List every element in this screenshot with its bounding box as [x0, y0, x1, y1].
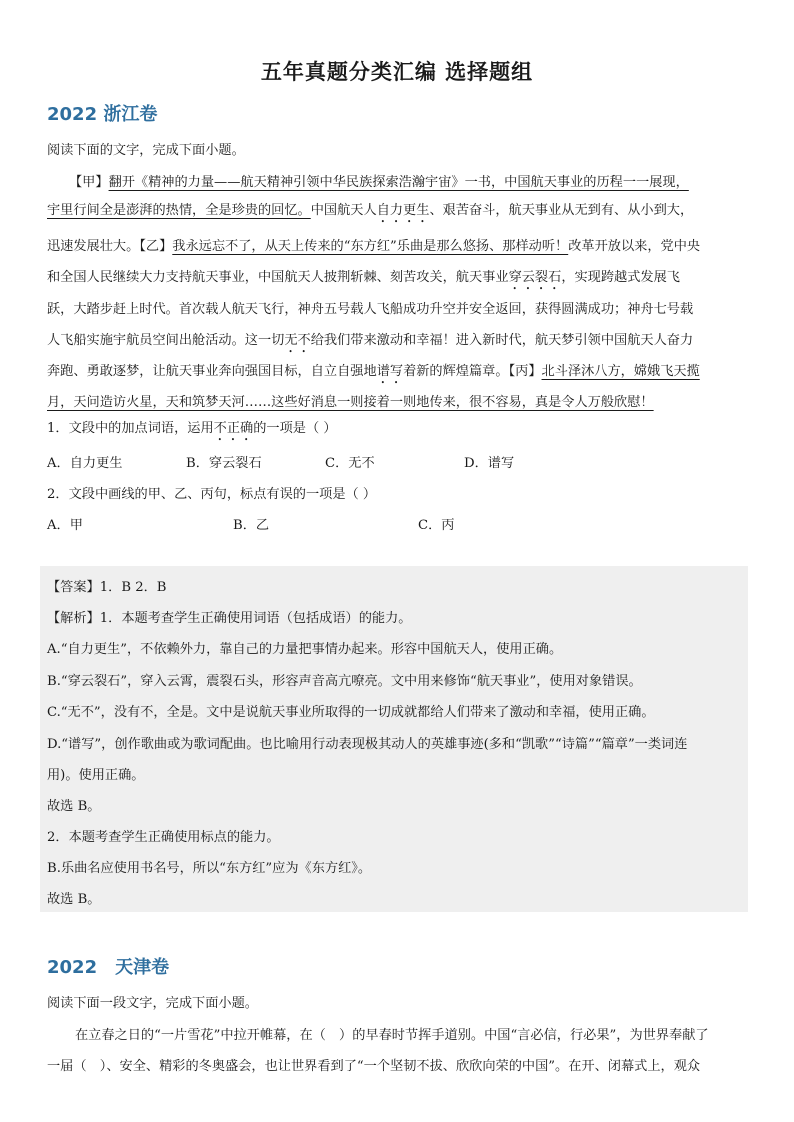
analysis-conclusion: 故选 B。: [47, 799, 101, 814]
passage-text: 迅速发展壮大。: [47, 239, 140, 254]
passage-text: 给我们带来激动和幸福！进入新时代，航天梦引领中国航天人奋力: [310, 333, 694, 348]
passage-text: 人飞船实施宇航员空间出舱活动。这一切: [47, 333, 285, 348]
analysis-line: D.“谱写”，创作歌曲或为歌词配曲。也比喻用行动表现极其动人的英雄事迹(多和“凯歌”“诗篇”“篇章”一类词连: [47, 737, 688, 752]
question-2-options: [47, 514, 747, 534]
passage-text: 奔跑、勇敢逐梦，让航天事业奔向强国目标，自立自强地: [47, 364, 377, 379]
marker-yi: 【乙】: [139, 239, 173, 254]
underlined-sentence-jia: 翻开《精神的力量——航天精神引领中华民族探索浩瀚宇宙》一书，中国航天事业的历程一一展现，: [108, 175, 689, 190]
passage-line-1: [69, 171, 689, 190]
section-heading-tianjin: 2022 天津卷: [47, 957, 170, 978]
passage-text: 着新的辉煌篇章。: [403, 364, 509, 379]
analysis-conclusion: 故选 B。: [47, 892, 101, 907]
analysis-intro: 【解析】1．本题考查学生正确使用词语（包括成语）的能力。: [47, 611, 412, 626]
passage-line-5: 跃，大踏步赶上时代。首次载人航天飞行，神舟五号载人飞船成功升空并安全返回，获得圆满成功；神舟七号载: [47, 302, 694, 317]
q1-option-d[interactable]: D．谱写: [464, 456, 515, 471]
tianjin-passage-line-2: 一届（ ）、安全、精彩的冬奥盛会，也让世界看到了“一个坚韧不拔、欣欣向荣的中国”。在开、闭幕式上，观众: [47, 1059, 701, 1074]
question-text: 的一项是（ ）: [253, 421, 337, 436]
passage-line-3: [47, 235, 700, 254]
section-heading-zhejiang: 2022 浙江卷: [47, 104, 158, 125]
passage-text: ，实现跨越式发展飞: [561, 270, 680, 285]
zhejiang-intro: 阅读下面的文字，完成下面小题。: [47, 143, 245, 158]
question-1-stem: [47, 417, 337, 444]
q1-option-a[interactable]: A．自力更生: [47, 456, 123, 471]
q2-option-c[interactable]: C．丙: [418, 518, 455, 533]
dotted-word-wubu: 无不: [284, 333, 311, 348]
passage-line-8: [47, 391, 654, 410]
underlined-sentence-bing: 北斗泽沐八方，嫦娥飞天揽: [541, 364, 700, 379]
underlined-sentence-yi: 我永远忘不了，从天上传来的“东方红”乐曲是那么悠扬、那样动听！: [172, 239, 569, 254]
passage-line-4: [47, 266, 680, 293]
tianjin-intro: 阅读下面一段文字，完成下面小题。: [47, 996, 258, 1011]
question-1-options: [47, 452, 747, 472]
analysis-line: A.“自力更生”，不依赖外力，靠自己的力量把事情办起来。形容中国航天人，使用正确。: [47, 642, 563, 657]
marker-jia: 【甲】: [69, 175, 109, 190]
underlined-sentence-jia-end: 宇里行间全是澎湃的热情，全是珍贵的回忆。: [47, 203, 311, 218]
q1-option-b[interactable]: B．穿云裂石: [186, 456, 262, 471]
passage-line-2: [47, 199, 693, 226]
analysis-line: B.“穿云裂石”，穿入云霄，震裂石头，形容声音高亢嘹亮。文中用来修饰“航天事业”，使用对象错误。: [47, 674, 642, 689]
q1-option-c[interactable]: C．无不: [325, 456, 375, 471]
analysis-line: C.“无不”，没有不，全是。文中是说航天事业所取得的一切成就都给人们带来了激动和幸福，使用正确。: [47, 705, 655, 720]
tianjin-passage-line-1: 在立春之日的“一片雪花”中拉开帷幕，在（ ）的早春时节挥手道别。中国“言必信，行必果”，为世界奉献了: [75, 1028, 709, 1043]
emphasis-buzhengque: 不正确: [213, 421, 254, 436]
q2-option-b[interactable]: B．乙: [233, 518, 270, 533]
underlined-sentence-bing-end: 月，天问造访火星，天和筑梦天河……这些好消息一则接着一则地传来，很不容易，真是令人万般欣慰！: [47, 395, 654, 410]
analysis-intro-2: 2．本题考查学生正确使用标点的能力。: [47, 830, 280, 845]
question-text: 1．文段中的加点词语，运用: [47, 421, 214, 436]
dotted-word-puxie: 谱写: [376, 364, 404, 379]
passage-text: 中国航天人: [310, 203, 377, 218]
analysis-line: B.乐曲名应使用书名号，所以“东方红”应为《东方红》。: [47, 861, 372, 876]
dotted-word-chuanyunlieshi: 穿云裂石: [508, 270, 562, 285]
passage-text: 和全国人民继续大力支持航天事业，中国航天人披荆斩棘、刻苦攻关，航天事业: [47, 270, 509, 285]
question-2-stem: 2．文段中画线的甲、乙、丙句，标点有误的一项是（ ）: [47, 487, 377, 502]
analysis-line: 用)。使用正确。: [47, 768, 145, 783]
answer-key: 【答案】1．B 2．B: [47, 580, 167, 595]
passage-text: 改革开放以来，党中央: [568, 239, 701, 254]
passage-line-6: [47, 329, 693, 356]
document-title: 五年真题分类汇编 选择题组: [260, 60, 534, 84]
dotted-word-ziligengsheng: 自力更生: [376, 203, 430, 218]
passage-text: 、艰苦奋斗，航天事业从无到有、从小到大，: [429, 203, 694, 218]
marker-bing: 【丙】: [508, 364, 542, 379]
passage-line-7: [47, 360, 700, 387]
q2-option-a[interactable]: A．甲: [47, 518, 83, 533]
